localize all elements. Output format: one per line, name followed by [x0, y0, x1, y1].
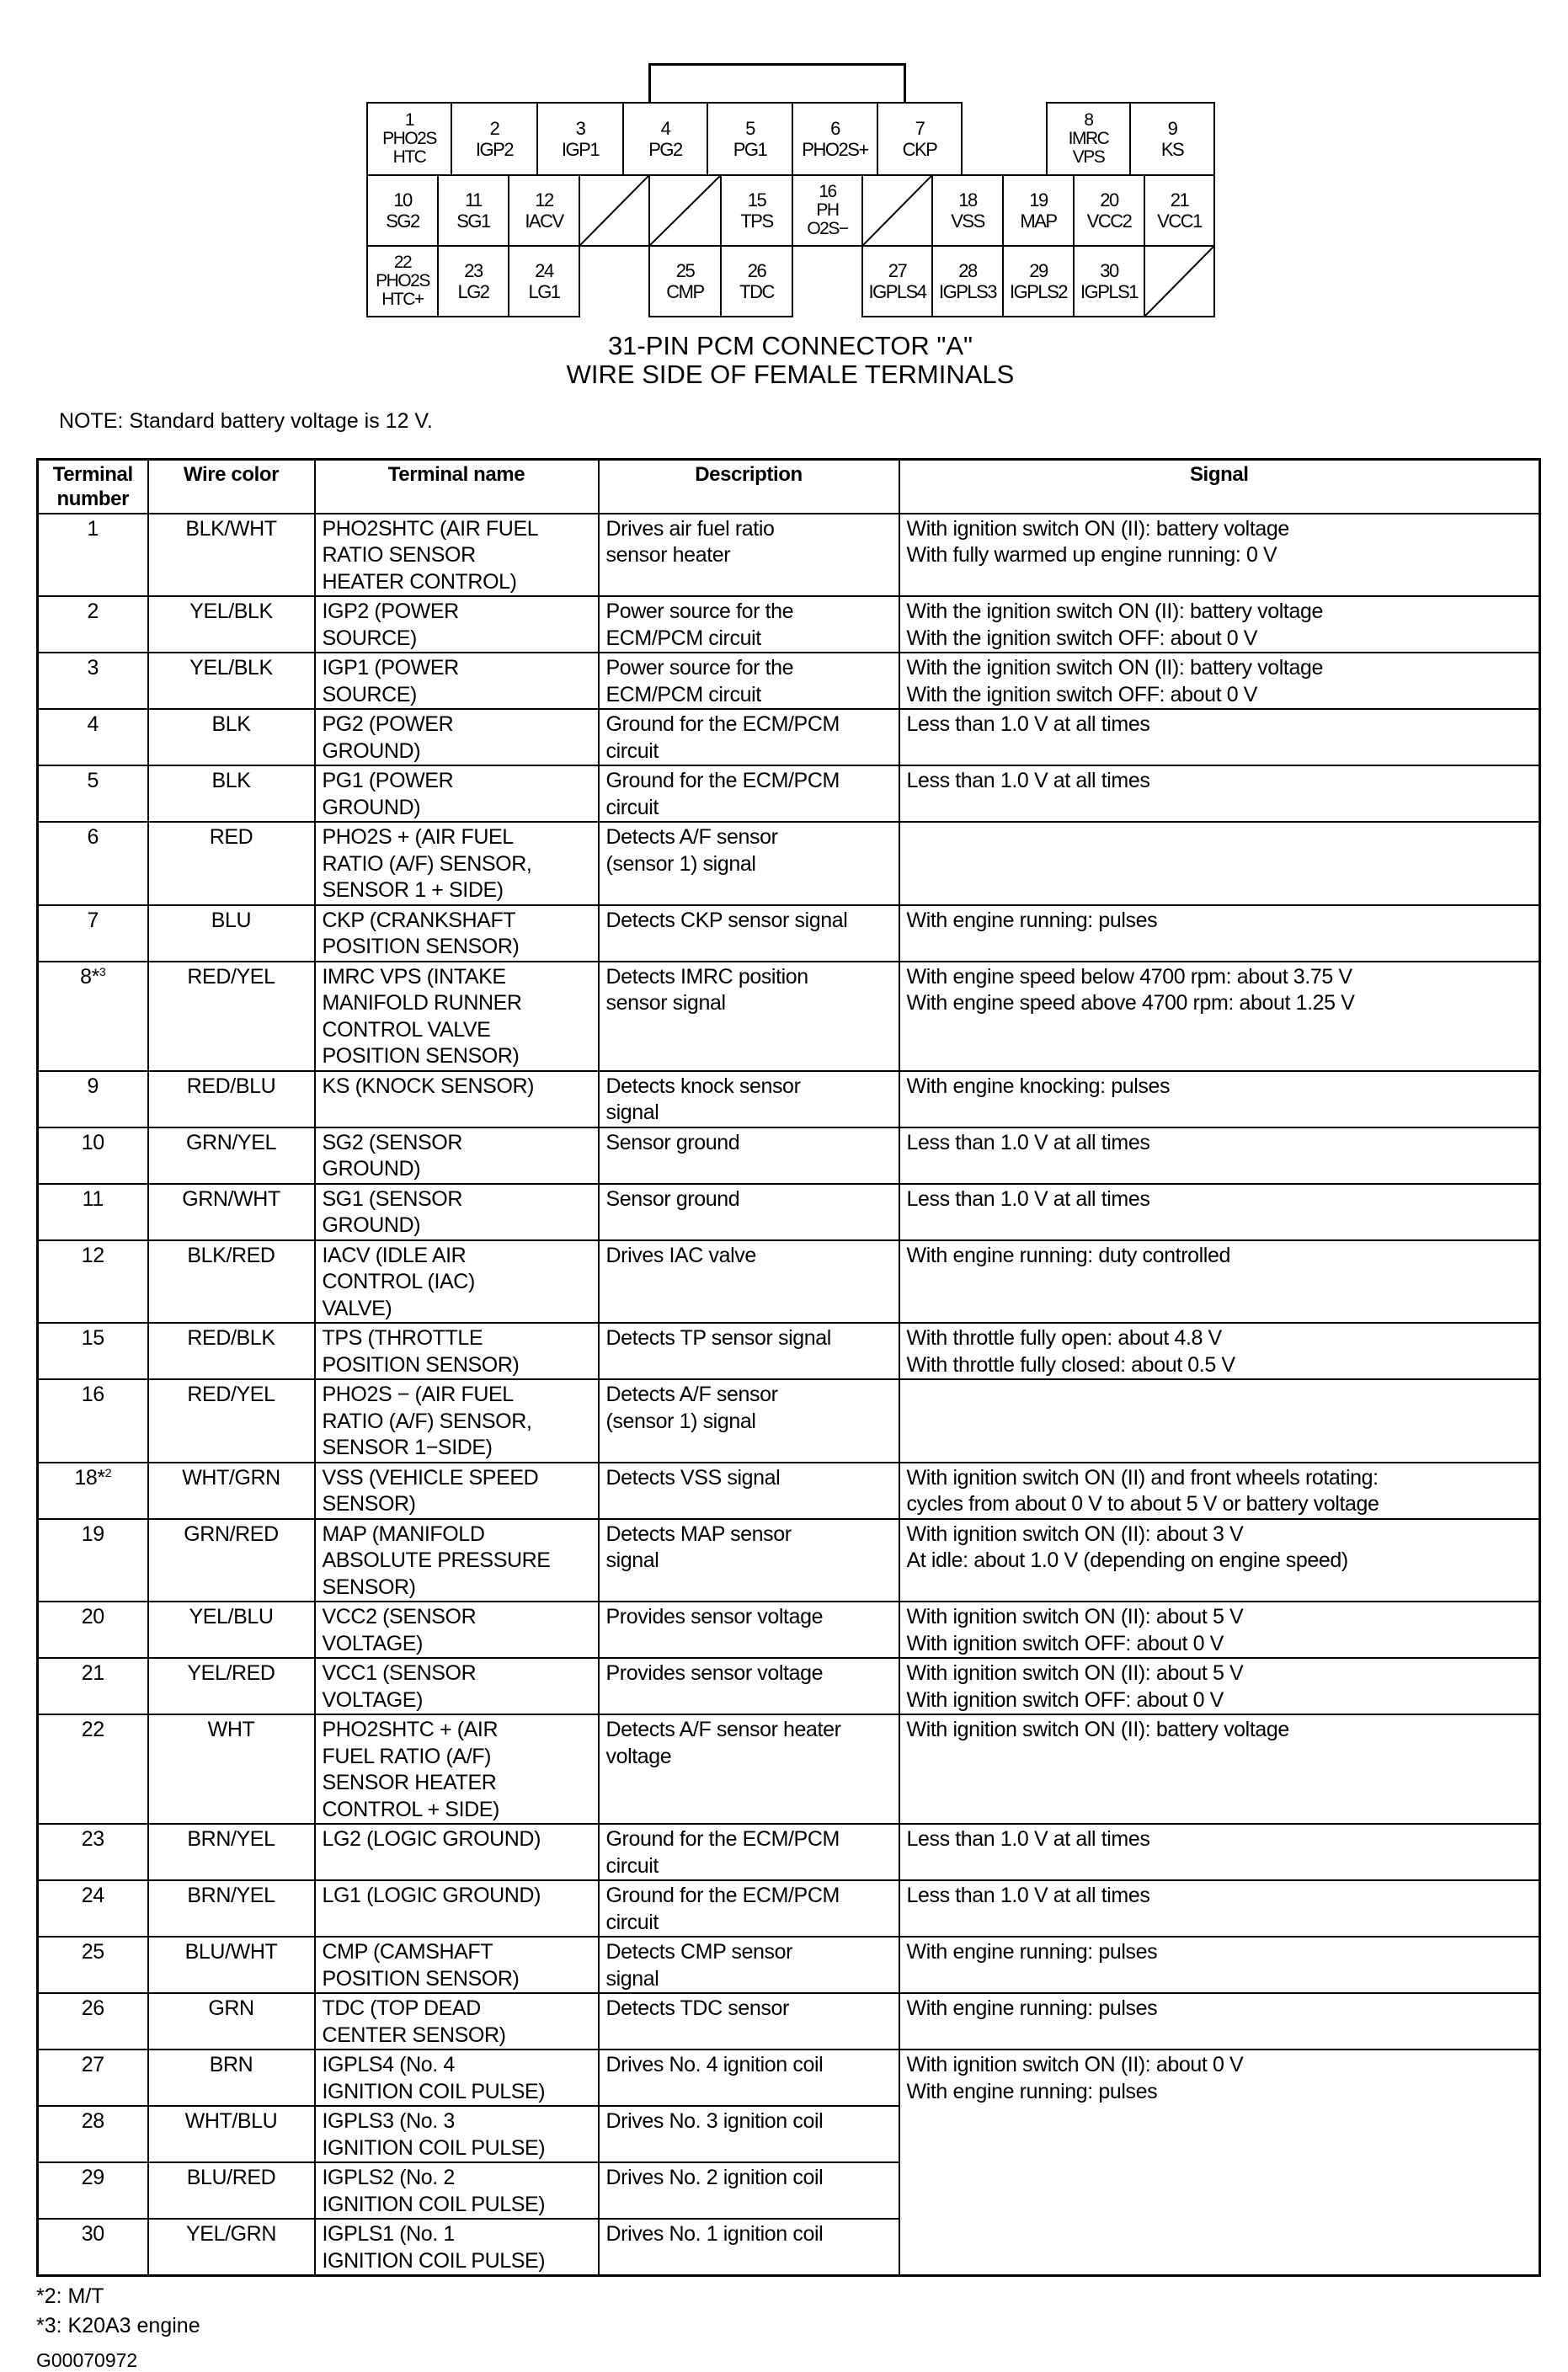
signal-cell: Less than 1.0 V at all times — [899, 1184, 1540, 1240]
description-cell: Detects CMP sensor signal — [599, 1937, 899, 1993]
signal-cell — [899, 1379, 1540, 1463]
wire-color-cell: BRN/YEL — [148, 1824, 315, 1880]
signal-cell: With ignition switch ON (II): about 5 V With ignition switch OFF: about 0 V — [899, 1602, 1540, 1658]
pin-2 — [451, 102, 538, 176]
pin-12 — [508, 174, 580, 247]
pin-label: 12 IACV — [525, 189, 563, 232]
terminal-number-cell — [38, 1658, 148, 1714]
terminal-number-cell — [38, 2162, 148, 2219]
description-cell: Detects TDC sensor — [599, 1993, 899, 2050]
table-row — [38, 1602, 1540, 1658]
description-cell: Ground for the ECM/PCM circuit — [599, 1880, 899, 1937]
wire-color-cell: YEL/GRN — [148, 2219, 315, 2276]
terminal-number: 29 — [81, 2166, 104, 2189]
pin-label: 27 IGPLS4 — [868, 260, 926, 302]
pin-label: 24 LG1 — [528, 260, 560, 302]
terminal-name-cell: CKP (CRANKSHAFT POSITION SENSOR) — [315, 905, 599, 962]
pin-label: 10 SG2 — [386, 189, 419, 232]
terminal-number-cell — [38, 514, 148, 597]
signal-cell: With throttle fully open: about 4.8 V With throttle fully closed: about 0.5 V — [899, 1323, 1540, 1379]
terminal-number-cell — [38, 1240, 148, 1324]
terminal-name-cell: LG2 (LOGIC GROUND) — [315, 1824, 599, 1880]
table-row — [38, 2050, 1540, 2106]
terminal-number-cell — [38, 1714, 148, 1824]
unused-pin-cavity — [861, 174, 933, 247]
pin-label: 16 PH O2S− — [807, 182, 848, 238]
terminal-number-cell — [38, 1379, 148, 1463]
terminal-number-cell — [38, 1937, 148, 1993]
terminal-number: 9 — [87, 1074, 99, 1098]
wire-color-cell: BLU — [148, 905, 315, 962]
wire-color-cell: BLK — [148, 709, 315, 765]
terminal-number: 12 — [81, 1243, 104, 1267]
pin-9 — [1129, 102, 1215, 176]
terminal-number: 1 — [87, 516, 99, 541]
table-row — [38, 905, 1540, 962]
terminal-number: 22 — [81, 1718, 104, 1741]
terminal-number-cell — [38, 2219, 148, 2276]
terminal-number-cell — [38, 905, 148, 962]
terminal-number-cell — [38, 653, 148, 709]
pin-22 — [366, 245, 439, 317]
description-cell: Sensor ground — [599, 1127, 899, 1184]
pin-4 — [622, 102, 708, 176]
terminal-name-cell: IGPLS1 (No. 1 IGNITION COIL PULSE) — [315, 2219, 599, 2276]
signal-cell: With the ignition switch ON (II): battery voltage With the ignition switch OFF: about 0 V — [899, 596, 1540, 653]
pin-21 — [1144, 174, 1215, 247]
pin-label: 21 VCC1 — [1157, 189, 1202, 232]
signal-cell: With ignition switch ON (II): about 3 V At idle: about 1.0 V (depending on engine speed) — [899, 1519, 1540, 1602]
signal-cell: With ignition switch ON (II): about 0 V With engine running: pulses — [899, 2050, 1540, 2276]
wire-color-cell: BRN — [148, 2050, 315, 2106]
terminal-number: 2 — [87, 600, 99, 623]
description-cell: Ground for the ECM/PCM circuit — [599, 709, 899, 765]
wire-color-cell: RED/YEL — [148, 962, 315, 1071]
terminal-number-cell — [38, 2106, 148, 2162]
terminal-name-cell: PHO2S + (AIR FUEL RATIO (A/F) SENSOR, SENSOR 1 + SIDE) — [315, 822, 599, 905]
description-cell: Power source for the ECM/PCM circuit — [599, 653, 899, 709]
unused-slash-icon — [650, 176, 720, 245]
table-row — [38, 1127, 1540, 1184]
terminal-name-cell: PHO2S − (AIR FUEL RATIO (A/F) SENSOR, SENSOR 1−SIDE) — [315, 1379, 599, 1463]
signal-cell: With engine knocking: pulses — [899, 1071, 1540, 1127]
footnote-3: *3: K20A3 engine — [36, 2314, 200, 2337]
pin-label: 19 MAP — [1020, 189, 1057, 232]
terminal-number-cell — [38, 596, 148, 653]
table-row — [38, 962, 1540, 1071]
terminal-name-cell: IGP1 (POWER SOURCE) — [315, 653, 599, 709]
signal-cell: With ignition switch ON (II) and front wheels rotating: cycles from about 0 V to about 5 V or battery voltage — [899, 1463, 1540, 1519]
unused-pin-cavity — [1144, 245, 1215, 317]
terminal-number: 21 — [81, 1661, 104, 1685]
wire-color-cell: GRN/WHT — [148, 1184, 315, 1240]
terminal-number-cell — [38, 1519, 148, 1602]
terminal-number: 10 — [81, 1130, 104, 1154]
table-row — [38, 1071, 1540, 1127]
footnote-marker: 2 — [104, 1465, 112, 1479]
terminal-number: 7 — [87, 908, 99, 932]
signal-cell: Less than 1.0 V at all times — [899, 1824, 1540, 1880]
wire-color-cell: YEL/BLU — [148, 1602, 315, 1658]
wire-color-cell: RED/BLK — [148, 1323, 315, 1379]
description-cell: Drives No. 1 ignition coil — [599, 2219, 899, 2276]
table-row — [38, 1323, 1540, 1379]
header-description: Description — [599, 460, 899, 514]
footnote-2: *2: M/T — [36, 2284, 104, 2308]
table-header-row — [38, 460, 1540, 514]
table-row — [38, 653, 1540, 709]
wire-color-cell: WHT — [148, 1714, 315, 1824]
pin-label: 26 TDC — [739, 260, 774, 302]
terminal-number-cell — [38, 822, 148, 905]
terminal-name-cell: KS (KNOCK SENSOR) — [315, 1071, 599, 1127]
header-terminal-name: Terminal name — [315, 460, 599, 514]
pin-5 — [707, 102, 793, 176]
signal-cell: Less than 1.0 V at all times — [899, 765, 1540, 822]
terminal-number: 8* — [80, 964, 99, 989]
terminal-name-cell: VCC2 (SENSOR VOLTAGE) — [315, 1602, 599, 1658]
terminal-name-cell: IGP2 (POWER SOURCE) — [315, 596, 599, 653]
pin-19 — [1002, 174, 1075, 247]
pin-label: 23 LG2 — [457, 260, 489, 302]
terminal-number: 28 — [81, 2109, 104, 2133]
terminal-name-cell: IMRC VPS (INTAKE MANIFOLD RUNNER CONTROL VALVE POSITION SENSOR) — [315, 962, 599, 1071]
pin-3 — [536, 102, 624, 176]
table-row — [38, 1993, 1540, 2050]
pin-label: 30 IGPLS1 — [1080, 260, 1139, 302]
battery-voltage-note: NOTE: Standard battery voltage is 12 V. — [59, 409, 433, 433]
signal-cell: With engine speed below 4700 rpm: about 3.75 V With engine speed above 4700 rpm: about 1.25 V — [899, 962, 1540, 1071]
wire-color-cell: WHT/BLU — [148, 2106, 315, 2162]
terminal-name-cell: IACV (IDLE AIR CONTROL (IAC) VALVE) — [315, 1240, 599, 1324]
description-cell: Detects A/F sensor heater voltage — [599, 1714, 899, 1824]
unused-slash-icon — [580, 176, 648, 245]
description-cell: Detects MAP sensor signal — [599, 1519, 899, 1602]
terminal-name-cell: PG2 (POWER GROUND) — [315, 709, 599, 765]
unused-slash-icon — [1145, 247, 1213, 316]
pin-16 — [792, 174, 863, 247]
signal-cell: With engine running: pulses — [899, 1937, 1540, 1993]
description-cell: Detects TP sensor signal — [599, 1323, 899, 1379]
pin-label: 22 PHO2S HTC+ — [376, 253, 429, 309]
description-cell: Detects CKP sensor signal — [599, 905, 899, 962]
unused-pin-cavity — [648, 174, 722, 247]
description-cell: Drives No. 4 ignition coil — [599, 2050, 899, 2106]
terminal-number-cell — [38, 1127, 148, 1184]
terminal-name-cell: IGPLS2 (No. 2 IGNITION COIL PULSE) — [315, 2162, 599, 2219]
pin-label: 15 TPS — [740, 189, 773, 232]
pin-label: 1 PHO2S HTC — [382, 110, 436, 167]
terminal-number-cell — [38, 962, 148, 1071]
pin-29 — [1002, 245, 1075, 317]
table-row — [38, 1379, 1540, 1463]
terminal-number: 27 — [81, 2053, 104, 2076]
figure-id: G00070972 — [36, 2349, 138, 2371]
pin-label: 11 SG1 — [456, 189, 490, 232]
table-row — [38, 1519, 1540, 1602]
terminal-number-cell — [38, 1824, 148, 1880]
terminal-name-cell: IGPLS4 (No. 4 IGNITION COIL PULSE) — [315, 2050, 599, 2106]
terminal-number: 15 — [81, 1326, 104, 1350]
table-row — [38, 765, 1540, 822]
wire-color-cell: YEL/BLK — [148, 653, 315, 709]
terminal-name-cell: MAP (MANIFOLD ABSOLUTE PRESSURE SENSOR) — [315, 1519, 599, 1602]
pin-23 — [437, 245, 509, 317]
wire-color-cell: BLU/RED — [148, 2162, 315, 2219]
terminal-number: 16 — [81, 1383, 104, 1406]
description-cell: Detects VSS signal — [599, 1463, 899, 1519]
wire-color-cell: BLK/RED — [148, 1240, 315, 1324]
pin-30 — [1073, 245, 1145, 317]
terminal-name-cell: TPS (THROTTLE POSITION SENSOR) — [315, 1323, 599, 1379]
signal-cell: With the ignition switch ON (II): battery voltage With the ignition switch OFF: about 0 V — [899, 653, 1540, 709]
connector-lock-tab — [648, 63, 906, 104]
description-cell: Provides sensor voltage — [599, 1602, 899, 1658]
terminal-name-cell: PG1 (POWER GROUND) — [315, 765, 599, 822]
header-signal: Signal — [899, 460, 1540, 514]
terminal-number: 23 — [81, 1827, 104, 1851]
pin-25 — [648, 245, 722, 317]
header-terminal-number: Terminal number — [38, 460, 148, 514]
terminal-name-cell: TDC (TOP DEAD CENTER SENSOR) — [315, 1993, 599, 2050]
pin-label: 25 CMP — [666, 260, 704, 302]
description-cell: Provides sensor voltage — [599, 1658, 899, 1714]
description-cell: Drives No. 2 ignition coil — [599, 2162, 899, 2219]
terminal-number: 25 — [81, 1940, 104, 1964]
terminal-name-cell: SG1 (SENSOR GROUND) — [315, 1184, 599, 1240]
pin-label: 28 IGPLS3 — [938, 260, 997, 302]
wire-color-cell: GRN — [148, 1993, 315, 2050]
table-row — [38, 1240, 1540, 1324]
terminal-number: 24 — [81, 1884, 104, 1907]
wire-color-cell: BLK/WHT — [148, 514, 315, 597]
pin-label: 9 KS — [1160, 118, 1184, 160]
signal-cell: With ignition switch ON (II): about 5 V With ignition switch OFF: about 0 V — [899, 1658, 1540, 1714]
terminal-name-cell: VCC1 (SENSOR VOLTAGE) — [315, 1658, 599, 1714]
table-row — [38, 1714, 1540, 1824]
terminal-number: 6 — [87, 825, 99, 849]
unused-pin-cavity — [579, 174, 650, 247]
terminal-name-cell: PHO2SHTC (AIR FUEL RATIO SENSOR HEATER CONTROL) — [315, 514, 599, 597]
pin-label: 29 IGPLS2 — [1009, 260, 1068, 302]
terminal-name-cell: VSS (VEHICLE SPEED SENSOR) — [315, 1463, 599, 1519]
wire-color-cell: WHT/GRN — [148, 1463, 315, 1519]
wire-color-cell: YEL/RED — [148, 1658, 315, 1714]
terminal-number: 11 — [82, 1186, 104, 1211]
wire-color-cell: RED/BLU — [148, 1071, 315, 1127]
terminal-number-cell — [38, 1993, 148, 2050]
description-cell: Ground for the ECM/PCM circuit — [599, 1824, 899, 1880]
pin-label: 5 PG1 — [733, 118, 767, 160]
signal-cell: With ignition switch ON (II): battery voltage — [899, 1714, 1540, 1824]
terminal-number-cell — [38, 1463, 148, 1519]
table-row — [38, 1184, 1540, 1240]
terminal-number: 19 — [81, 1522, 104, 1546]
signal-cell: With engine running: pulses — [899, 1993, 1540, 2050]
terminal-number-cell — [38, 709, 148, 765]
wire-color-cell: BLK — [148, 765, 315, 822]
terminal-number-cell — [38, 1071, 148, 1127]
wire-color-cell: RED — [148, 822, 315, 905]
pin-label: 7 CKP — [902, 118, 937, 160]
terminal-number-cell — [38, 1880, 148, 1937]
description-cell: Power source for the ECM/PCM circuit — [599, 596, 899, 653]
header-wire-color: Wire color — [148, 460, 315, 514]
terminal-number: 26 — [81, 1996, 104, 2020]
connector-caption-subtitle: WIRE SIDE OF FEMALE TERMINALS — [566, 360, 1015, 389]
terminal-name-cell: IGPLS3 (No. 3 IGNITION COIL PULSE) — [315, 2106, 599, 2162]
description-cell: Sensor ground — [599, 1184, 899, 1240]
table-row — [38, 1824, 1540, 1880]
pin-8 — [1046, 102, 1131, 176]
pin-label: 2 IGP2 — [475, 118, 514, 160]
signal-cell: With engine running: duty controlled — [899, 1240, 1540, 1324]
description-cell: Detects knock sensor signal — [599, 1071, 899, 1127]
footnote-marker: 3 — [99, 964, 106, 978]
terminal-number-cell — [38, 2050, 148, 2106]
terminal-number-cell — [38, 1323, 148, 1379]
terminal-number-cell — [38, 1602, 148, 1658]
pin-10 — [366, 174, 439, 247]
pin-label: 6 PHO2S+ — [802, 118, 868, 160]
pin-18 — [931, 174, 1004, 247]
signal-cell: With ignition switch ON (II): battery voltage With fully warmed up engine running: 0 V — [899, 514, 1540, 597]
pin-6 — [792, 102, 878, 176]
terminal-number: 3 — [87, 656, 99, 680]
pin-20 — [1073, 174, 1145, 247]
terminal-name-cell: LG1 (LOGIC GROUND) — [315, 1880, 599, 1937]
connector-caption-title: 31-PIN PCM CONNECTOR "A" — [607, 331, 973, 360]
table-row — [38, 709, 1540, 765]
table-row — [38, 1937, 1540, 1993]
terminal-number: 18* — [74, 1465, 105, 1490]
wire-color-cell: BRN/YEL — [148, 1880, 315, 1937]
terminal-number: 4 — [87, 712, 99, 736]
pin-24 — [508, 245, 580, 317]
signal-cell: Less than 1.0 V at all times — [899, 1880, 1540, 1937]
signal-cell: Less than 1.0 V at all times — [899, 1127, 1540, 1184]
signal-cell: With engine running: pulses — [899, 905, 1540, 962]
pin-label: 3 IGP1 — [561, 118, 600, 160]
terminal-number-cell — [38, 765, 148, 822]
pin-7 — [877, 102, 963, 176]
terminal-number-cell — [38, 1184, 148, 1240]
signal-cell: Less than 1.0 V at all times — [899, 709, 1540, 765]
terminal-table — [36, 458, 1541, 2277]
pin-27 — [861, 245, 933, 317]
wire-color-cell: RED/YEL — [148, 1379, 315, 1463]
description-cell: Drives air fuel ratio sensor heater — [599, 514, 899, 597]
terminal-number: 5 — [87, 769, 99, 792]
terminal-name-cell: PHO2SHTC + (AIR FUEL RATIO (A/F) SENSOR HEATER CONTROL + SIDE) — [315, 1714, 599, 1824]
terminal-section — [36, 458, 1541, 2372]
description-cell: Drives No. 3 ignition coil — [599, 2106, 899, 2162]
table-row — [38, 822, 1540, 905]
pin-label: 20 VCC2 — [1086, 189, 1132, 232]
table-row — [38, 596, 1540, 653]
pin-1 — [366, 102, 452, 176]
description-cell: Detects IMRC position sensor signal — [599, 962, 899, 1071]
description-cell: Detects A/F sensor (sensor 1) signal — [599, 1379, 899, 1463]
wire-color-cell: YEL/BLK — [148, 596, 315, 653]
table-row — [38, 514, 1540, 597]
pin-label: 8 IMRC VPS — [1068, 110, 1109, 167]
pin-28 — [931, 245, 1004, 317]
terminal-name-cell: CMP (CAMSHAFT POSITION SENSOR) — [315, 1937, 599, 1993]
signal-cell — [899, 822, 1540, 905]
terminal-name-cell: SG2 (SENSOR GROUND) — [315, 1127, 599, 1184]
table-row — [38, 1463, 1540, 1519]
pin-15 — [720, 174, 793, 247]
wire-color-cell: GRN/RED — [148, 1519, 315, 1602]
pin-label: 4 PG2 — [648, 118, 682, 160]
description-cell: Detects A/F sensor (sensor 1) signal — [599, 822, 899, 905]
description-cell: Drives IAC valve — [599, 1240, 899, 1324]
pin-label: 18 VSS — [951, 189, 984, 232]
terminal-number: 20 — [81, 1605, 104, 1628]
description-cell: Ground for the ECM/PCM circuit — [599, 765, 899, 822]
wire-color-cell: GRN/YEL — [148, 1127, 315, 1184]
pin-26 — [720, 245, 793, 317]
pin-11 — [437, 174, 509, 247]
table-row — [38, 1658, 1540, 1714]
table-row — [38, 1880, 1540, 1937]
unused-slash-icon — [863, 176, 931, 245]
wire-color-cell: BLU/WHT — [148, 1937, 315, 1993]
terminal-number: 30 — [81, 2222, 104, 2246]
